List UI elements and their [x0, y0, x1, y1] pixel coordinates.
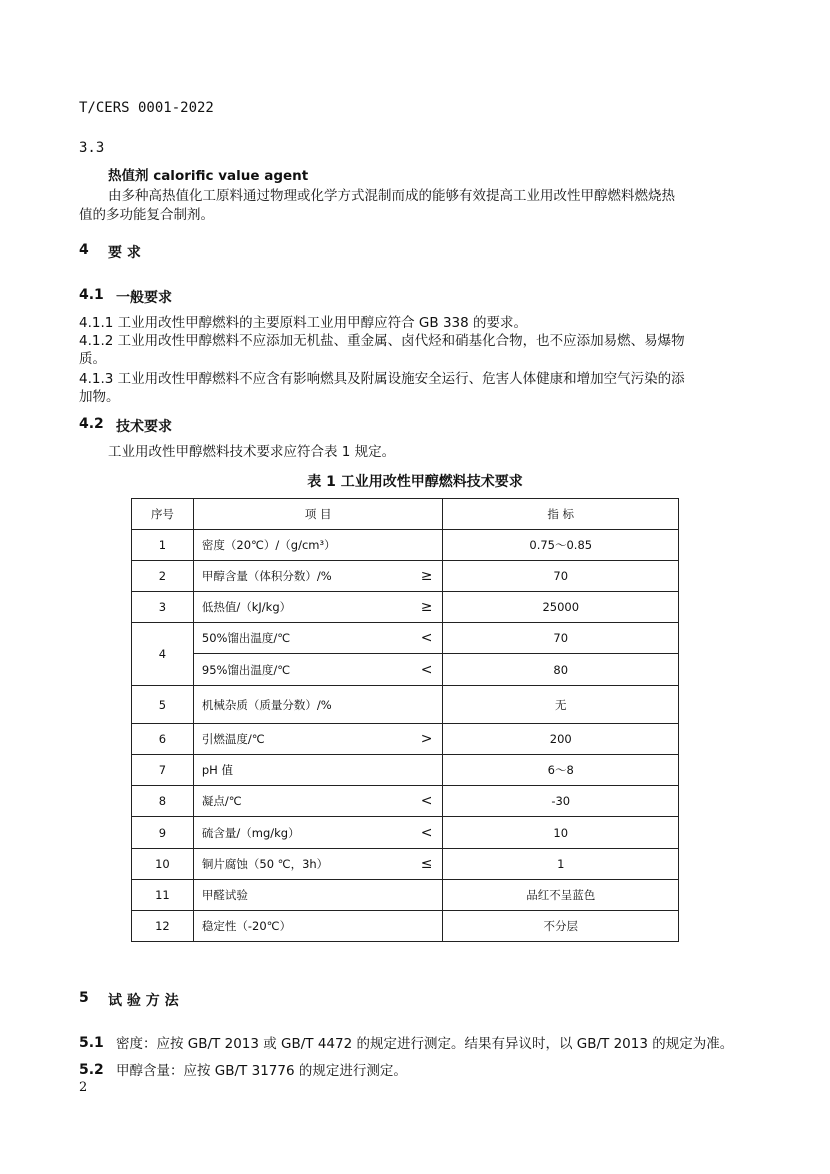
row-item-wrap [202, 537, 443, 553]
row-item-wrap [202, 762, 443, 778]
table-row [132, 786, 679, 817]
row-item-label: 机械杂质（质量分数）/% [201, 697, 332, 712]
row-item-label: 凝点/℃ [201, 794, 242, 808]
row-item [193, 755, 443, 786]
section-4-1-number: 4.1 [79, 287, 104, 303]
row-item-label: 稳定性（-20℃） [201, 919, 292, 933]
row-item [193, 530, 443, 561]
clause-4-1-2-line-1: 4.1.2 工业用改性甲醇燃料不应添加无机盐、重金属、卤代烃和硝基化合物，也不应添加易燃、易爆物 [79, 333, 685, 349]
row-value: 10 [443, 817, 679, 849]
clause-number-3-3: 3.3 [79, 140, 105, 156]
document-id: T/CERS 0001-2022 [79, 100, 214, 116]
spec-table [131, 498, 679, 942]
row-item-label: 硫含量/（mg/kg） [201, 825, 300, 840]
row-item-label: 95%馏出温度/℃ [201, 662, 291, 677]
row-operator: > [420, 731, 433, 747]
row-operator: < [420, 793, 433, 809]
table-row [132, 817, 679, 849]
section-4-2-number: 4.2 [79, 416, 104, 432]
clause-4-1-2-line-2: 质。 [79, 351, 106, 367]
row-number: 2 [132, 561, 194, 592]
row-item-wrap [202, 731, 443, 747]
row-item-label: pH 值 [201, 763, 233, 777]
row-item-label: 密度（20℃）/（g/cm³） [201, 538, 336, 552]
table-row [132, 755, 679, 786]
row-operator: < [420, 824, 433, 841]
header-item: 项 目 [193, 499, 443, 530]
row-operator: < [420, 630, 433, 646]
row-value: 不分层 [443, 911, 679, 942]
clause-5-1-number: 5.1 [79, 1035, 104, 1051]
table-header-row [132, 499, 679, 530]
clause-5-2-text: 甲醇含量：应按 GB/T 31776 的规定进行测定。 [116, 1063, 407, 1079]
row-number: 8 [132, 786, 194, 817]
section-4-number: 4 [79, 242, 89, 258]
row-value: 1 [443, 849, 679, 880]
row-value: 70 [443, 561, 679, 592]
row-item [193, 654, 443, 686]
row-item-label: 50%馏出温度/℃ [201, 631, 291, 645]
row-operator: < [420, 661, 433, 678]
term-definition-line-2: 值的多功能复合制剂。 [79, 207, 214, 223]
row-value: 25000 [443, 592, 679, 623]
table-row [132, 654, 679, 686]
section-4-1-title: 一般要求 [116, 290, 172, 306]
clause-5-1-text: 密度：应按 GB/T 2013 或 GB/T 4472 的规定进行测定。结果有异议时，以 GB/T 2013 的规定为准。 [116, 1036, 734, 1052]
clause-5-2-number: 5.2 [79, 1062, 104, 1078]
row-value: 0.75～0.85 [443, 530, 679, 561]
table-row [132, 561, 679, 592]
header-no: 序号 [132, 499, 194, 530]
row-item-label: 低热值/（kJ/kg） [201, 600, 292, 614]
row-number: 5 [132, 686, 194, 724]
row-value: -30 [443, 786, 679, 817]
row-item-wrap [202, 887, 443, 903]
row-item [193, 880, 443, 911]
row-item [193, 623, 443, 654]
row-item-wrap [202, 697, 443, 713]
row-number: 3 [132, 592, 194, 623]
row-number: 6 [132, 724, 194, 755]
table-row [132, 911, 679, 942]
table-row [132, 592, 679, 623]
table-row [132, 849, 679, 880]
row-item [193, 786, 443, 817]
row-value: 200 [443, 724, 679, 755]
row-number: 7 [132, 755, 194, 786]
row-item-wrap [202, 918, 443, 934]
row-operator: ≥ [420, 568, 433, 584]
row-item [193, 686, 443, 724]
row-item-label: 引燃温度/℃ [201, 732, 265, 746]
row-item [193, 561, 443, 592]
section-4-2-title: 技术要求 [116, 419, 172, 435]
row-item-label: 甲醛试验 [201, 888, 248, 902]
table-caption: 表 1 工业用改性甲醇燃料技术要求 [307, 474, 523, 490]
clause-4-1-1: 4.1.1 工业用改性甲醇燃料的主要原料工业用甲醇应符合 GB 338 的要求。 [79, 315, 528, 331]
row-number: 11 [132, 880, 194, 911]
row-item-wrap [202, 662, 443, 678]
row-item-wrap [202, 599, 443, 615]
clause-4-1-3-line-1: 4.1.3 工业用改性甲醇燃料不应含有影响燃具及附属设施安全运行、危害人体健康和增加空气污染的添 [79, 371, 685, 387]
row-number: 12 [132, 911, 194, 942]
row-operator: ≥ [420, 599, 433, 615]
row-item-wrap [202, 856, 443, 872]
section-5-title: 试 验 方 法 [108, 993, 179, 1009]
row-number: 4 [132, 623, 194, 686]
row-item-wrap [202, 825, 443, 841]
row-item [193, 817, 443, 849]
table-row [132, 530, 679, 561]
row-item-wrap [202, 793, 443, 809]
page-number: 2 [79, 1080, 88, 1095]
row-item [193, 724, 443, 755]
row-item-label: 甲醇含量（体积分数）/% [201, 569, 332, 583]
table-row [132, 686, 679, 724]
row-item [193, 911, 443, 942]
clause-4-1-3-line-2: 加物。 [79, 389, 120, 405]
row-value: 无 [443, 686, 679, 724]
term-heading: 热值剂 calorific value agent [108, 168, 309, 184]
header-value: 指 标 [443, 499, 679, 530]
section-4-2-text: 工业用改性甲醇燃料技术要求应符合表 1 规定。 [108, 444, 396, 460]
row-item [193, 849, 443, 880]
row-value: 80 [443, 654, 679, 686]
row-value: 6～8 [443, 755, 679, 786]
row-item [193, 592, 443, 623]
table-row [132, 623, 679, 654]
table-row [132, 724, 679, 755]
row-value: 70 [443, 623, 679, 654]
table-row [132, 880, 679, 911]
section-4-title: 要 求 [108, 245, 141, 261]
row-item-wrap [202, 568, 443, 584]
row-item-label: 铜片腐蚀（50 ℃，3h） [201, 857, 329, 871]
row-number: 10 [132, 849, 194, 880]
row-number: 1 [132, 530, 194, 561]
section-5-number: 5 [79, 990, 89, 1006]
row-operator: ≤ [420, 856, 433, 872]
row-item-wrap [202, 630, 443, 646]
term-definition-line-1: 由多种高热值化工原料通过物理或化学方式混制而成的能够有效提高工业用改性甲醇燃料燃烧热 [108, 188, 675, 204]
row-value: 品红不呈蓝色 [443, 880, 679, 911]
row-number: 9 [132, 817, 194, 849]
